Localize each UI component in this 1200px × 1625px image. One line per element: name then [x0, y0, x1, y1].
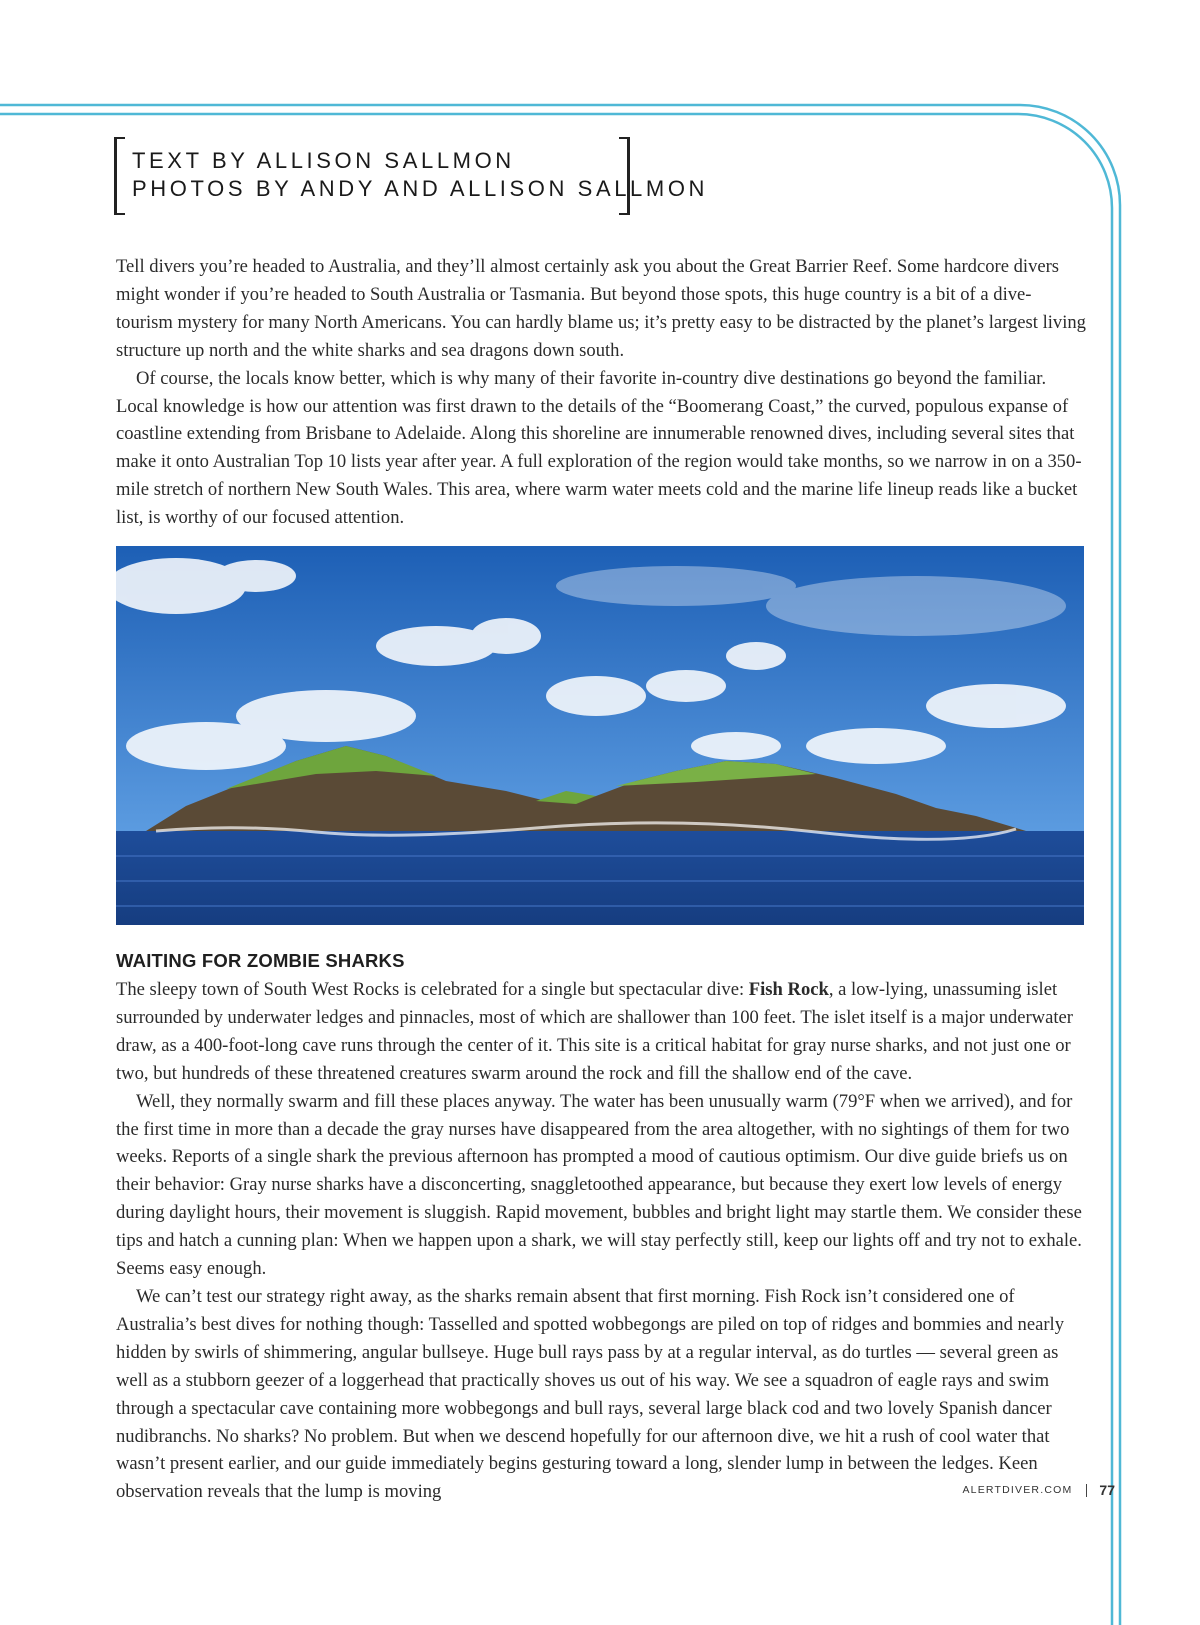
- footer-site-link[interactable]: ALERTDIVER.COM: [962, 1484, 1073, 1496]
- text-credit: TEXT BY ALLISON SALLMON: [132, 148, 515, 173]
- byline: [114, 137, 709, 213]
- section-heading: WAITING FOR ZOMBIE SHARKS: [116, 950, 405, 971]
- article-paragraph-2: Well, they normally swarm and fill these places anyway. The water has been unusually warm (79°F when we arrived), and for the first time in more than a decade the gray nurses have disappeared from the area altogether, with no sightings of them for two weeks. Reports of a single shark the previous afternoon has prompted a mood of cautious optimism. Our dive guide briefs us on their behavior: Gray nurse sharks have a disconcerting, snaggletoothed appearance, but because they exert low levels of energy during daylight hours, their movement is sluggish. Rapid movement, bubbles and bright light may startle them. We consider these tips and hatch a cunning plan: When we happen upon a shark, we will stay perfectly still, keep our lights off and try not to exhale. Seems easy enough.: [116, 1090, 1082, 1280]
- article-paragraph-1: [116, 976, 1086, 1088]
- page-footer: [962, 1482, 1115, 1498]
- article-text: [116, 976, 1086, 1506]
- intro-text: [116, 253, 1086, 532]
- article-paragraph-3: We can’t test our strategy right away, as the sharks remain absent that first morning. Fish Rock isn’t considered one of Australia’s best dives for nothing though: Tasselled and spotted wobbegongs are piled on top of ridges and bommies and nearly hidden by swirls of shimmering, angular bullseye. Huge bull rays pass by at a regular interval, as do turtles — several green as well as a stubborn geezer of a loggerhead that practically shoves us out of his way. We see a squadron of eagle rays and swim through a spectacular cave containing more wobbegongs and bull rays, several large black cod and two lovely Spanish dancer nudibranchs. No sharks? No problem. But when we descend hopefully for our afternoon dive, we hit a rush of cool water that wasn’t present earlier, and our guide immediately begins gesturing toward a long, slender lump in between the ledges. Keen observation reveals that the lump is moving: [116, 1285, 1065, 1503]
- footer-separator: [1086, 1484, 1087, 1497]
- right-bracket: [619, 137, 630, 215]
- intro-paragraph-1: Tell divers you’re headed to Australia, and they’ll almost certainly ask you about the Great Barrier Reef. Some hardcore divers might wonder if you’re headed to South Australia or Tasmania. But beyond those spots, this huge country is a bit of a dive-tourism mystery for many North Americans. You can hardly blame us; it’s pretty easy to be distracted by the planet’s largest living structure up north and the white sharks and sea dragons down south.: [116, 256, 1086, 361]
- island-photo: [116, 546, 1084, 925]
- left-bracket: [114, 137, 125, 215]
- page-number: 77: [1099, 1482, 1115, 1498]
- p1-after: , a low-lying, unassuming islet surrounded by underwater ledges and pinnacles, most of which are shallower than 100 feet. The islet itself is a major underwater draw, as a 400-foot-long cave runs through the center of it. This site is a critical habitat for gray nurse sharks, and not just one or two, but hundreds of these threatened creatures swarm around the rock and fill the shallow end of the cave.: [116, 979, 1073, 1084]
- fish-rock-bold: Fish Rock: [748, 979, 829, 1000]
- p1-before: The sleepy town of South West Rocks is celebrated for a single but spectacular dive:: [116, 979, 749, 1000]
- intro-paragraph-2: Of course, the locals know better, which is why many of their favorite in-country dive destinations go beyond the familiar. Local knowledge is how our attention was first drawn to the details of the “Boomerang Coast,” the curved, populous expanse of coastline extending from Brisbane to Adelaide. Along this shoreline are innumerable renowned dives, including several sites that make it onto Australian Top 10 lists year after year. A full exploration of the region would take months, so we narrow in on a 350-mile stretch of northern New South Wales. This area, where warm water meets cold and the marine life lineup reads like a bucket list, is worthy of our focused attention.: [116, 367, 1082, 529]
- island-illustration: [116, 546, 1084, 925]
- photo-credit: PHOTOS BY ANDY AND ALLISON SALLMON: [132, 176, 709, 201]
